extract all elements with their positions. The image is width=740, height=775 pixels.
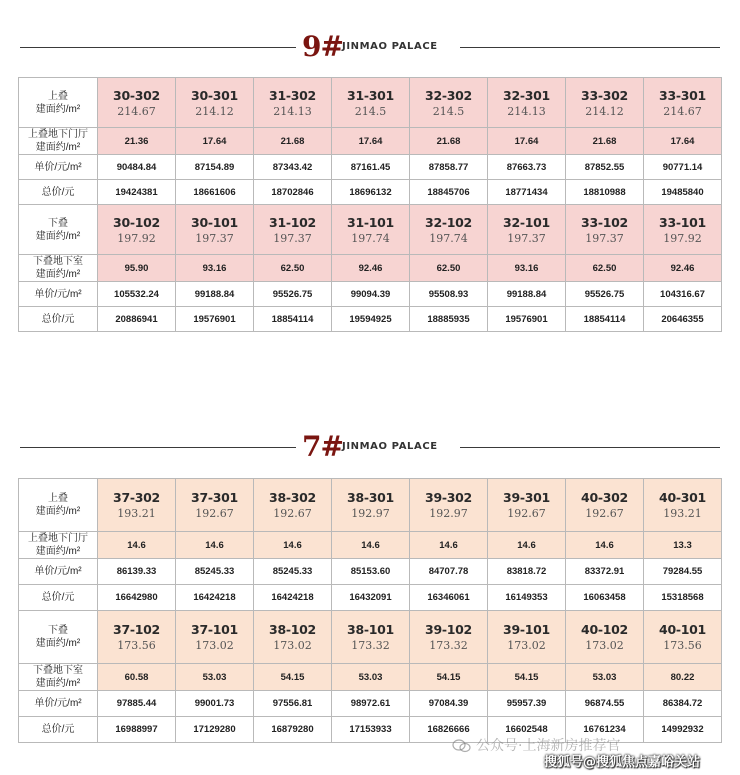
unit-area: 197.74 [429,231,468,245]
row-label-text: 单价/元/m² [34,161,82,173]
lower-total-row [19,307,722,332]
unit-cell [332,479,410,532]
unit-number: 31-302 [269,87,316,103]
total-price-cell: 18810988 [566,180,644,205]
upper-price-row [19,155,722,180]
unit-cell [410,479,488,532]
total-price-cell: 19594925 [332,307,410,332]
row-label-line2: 建面约/m² [35,678,81,689]
unit-cell [644,611,722,664]
unit-number: 39-101 [503,622,550,637]
unit-area: 193.21 [663,507,702,520]
upper-basement-row [19,532,722,559]
total-price-cell: 14992932 [644,717,722,743]
unit-price-cell: 87161.45 [332,155,410,180]
total-price-cell: 18696132 [332,180,410,205]
lower-basement-row [19,664,722,691]
unit-cell [254,611,332,664]
total-price-cell: 17129280 [176,717,254,743]
total-price-cell: 16761234 [566,717,644,743]
unit-number: 32-302 [425,87,472,103]
basement-area-cell: 14.6 [98,532,176,559]
lower-unit-row [19,205,722,255]
row-label [19,155,98,180]
basement-area-cell: 13.3 [644,532,722,559]
upper-basement-row [19,128,722,155]
row-label [19,479,98,532]
unit-price-cell: 105532.24 [98,282,176,307]
brand-label: JINMAO PALACE [342,441,438,452]
unit-cell [488,78,566,128]
unit-cell [410,611,488,664]
unit-number: 30-301 [191,87,238,103]
unit-cell [410,78,488,128]
basement-area-cell: 92.46 [644,255,722,282]
basement-area-cell: 53.03 [332,664,410,691]
unit-area: 192.67 [273,507,312,520]
unit-area: 192.67 [585,507,624,520]
total-price-cell: 16346061 [410,585,488,611]
total-price-cell: 16602548 [488,717,566,743]
unit-price-cell: 95957.39 [488,691,566,717]
row-label-line2: 建面约/m² [35,638,81,649]
total-price-cell: 19485840 [644,180,722,205]
unit-area: 173.56 [117,639,156,652]
total-price-cell: 19576901 [176,307,254,332]
unit-cell [176,479,254,532]
unit-price-cell: 97556.81 [254,691,332,717]
unit-number: 32-102 [425,214,472,230]
unit-area: 197.37 [507,231,546,245]
basement-area-cell: 17.64 [176,128,254,155]
row-label [19,282,98,307]
basement-area-cell: 53.03 [566,664,644,691]
unit-price-cell: 86384.72 [644,691,722,717]
unit-price-cell: 83818.72 [488,559,566,585]
basement-area-cell: 80.22 [644,664,722,691]
unit-area: 214.12 [585,104,624,118]
row-label [19,78,98,128]
building-number-9: 9# [302,30,343,63]
unit-number: 39-102 [425,622,472,637]
unit-number: 37-101 [191,622,238,637]
row-label [19,307,98,332]
total-price-cell: 16879280 [254,717,332,743]
unit-number: 38-302 [269,490,316,505]
price-table-building-7 [18,478,722,743]
row-label-text: 总价/元 [41,592,75,603]
sohu-watermark: 搜狐号@搜狐焦点嘉峪关站 [544,755,701,770]
unit-area: 173.02 [273,639,312,652]
basement-area-cell: 62.50 [410,255,488,282]
lower-price-row [19,282,722,307]
basement-area-cell: 17.64 [644,128,722,155]
unit-area: 192.67 [195,507,234,520]
row-label-line2: 建面约/m² [35,269,81,280]
total-price-cell: 18854114 [566,307,644,332]
row-label [19,180,98,205]
total-price-cell: 17153933 [332,717,410,743]
unit-number: 40-302 [581,490,628,505]
unit-price-cell: 104316.67 [644,282,722,307]
unit-number: 31-102 [269,214,316,230]
total-price-cell: 16988997 [98,717,176,743]
basement-area-cell: 14.6 [566,532,644,559]
basement-area-cell: 93.16 [176,255,254,282]
unit-price-cell: 95526.75 [566,282,644,307]
unit-area: 192.97 [429,507,468,520]
unit-cell [254,205,332,255]
total-price-cell: 19576901 [488,307,566,332]
unit-number: 37-102 [113,622,160,637]
total-price-cell: 16826666 [410,717,488,743]
unit-cell [98,479,176,532]
unit-area: 173.56 [663,639,702,652]
row-label-line1: 上叠地下门厅 [28,129,88,140]
unit-price-cell: 97885.44 [98,691,176,717]
unit-price-cell: 99188.84 [488,282,566,307]
unit-area: 173.32 [351,639,390,652]
unit-cell [332,611,410,664]
building-number-7: 7# [302,430,343,463]
row-label-line2: 建面约/m² [35,103,81,115]
unit-price-cell: 99001.73 [176,691,254,717]
row-label-line1: 下叠地下室 [33,665,83,676]
unit-area: 193.21 [117,507,156,520]
basement-area-cell: 93.16 [488,255,566,282]
row-label [19,128,98,155]
unit-price-cell: 79284.55 [644,559,722,585]
row-label [19,691,98,717]
row-label-line2: 建面约/m² [35,506,81,517]
unit-number: 37-302 [113,490,160,505]
unit-number: 33-101 [659,214,706,230]
unit-price-cell: 85153.60 [332,559,410,585]
unit-area: 173.02 [507,639,546,652]
price-table-building-9 [18,77,722,332]
header-rule-left [20,447,296,448]
basement-area-cell: 21.36 [98,128,176,155]
unit-area: 173.02 [585,639,624,652]
total-price-cell: 18702846 [254,180,332,205]
row-label-line1: 上叠地下门厅 [28,533,88,544]
row-label [19,205,98,255]
total-price-cell: 15318568 [644,585,722,611]
basement-area-cell: 54.15 [488,664,566,691]
unit-number: 39-302 [425,490,472,505]
basement-area-cell: 14.6 [254,532,332,559]
basement-area-cell: 21.68 [566,128,644,155]
unit-area: 197.37 [585,231,624,245]
unit-area: 173.32 [429,639,468,652]
unit-number: 32-101 [503,214,550,230]
basement-area-cell: 17.64 [488,128,566,155]
unit-cell [566,479,644,532]
unit-cell [176,205,254,255]
basement-area-cell: 14.6 [488,532,566,559]
unit-area: 214.13 [507,104,546,118]
unit-number: 30-101 [191,214,238,230]
unit-price-cell: 83372.91 [566,559,644,585]
unit-number: 39-301 [503,490,550,505]
unit-number: 33-301 [659,87,706,103]
unit-area: 214.12 [195,104,234,118]
total-price-cell: 18661606 [176,180,254,205]
total-price-cell: 16642980 [98,585,176,611]
basement-area-cell: 62.50 [566,255,644,282]
total-price-cell: 18845706 [410,180,488,205]
brand-label: JINMAO PALACE [342,41,438,52]
unit-price-cell: 97084.39 [410,691,488,717]
row-label-text: 单价/元/m² [34,288,82,300]
unit-area: 197.92 [117,231,156,245]
unit-price-cell: 87852.55 [566,155,644,180]
unit-area: 214.13 [273,104,312,118]
unit-price-cell: 86139.33 [98,559,176,585]
unit-number: 33-302 [581,87,628,103]
unit-cell [566,205,644,255]
unit-price-cell: 84707.78 [410,559,488,585]
row-label-line1: 上叠 [48,90,68,102]
unit-price-cell: 87154.89 [176,155,254,180]
upper-total-row [19,585,722,611]
unit-area: 214.67 [117,104,156,118]
unit-number: 37-301 [191,490,238,505]
row-label [19,559,98,585]
row-label [19,717,98,743]
unit-number: 30-302 [113,87,160,103]
unit-price-cell: 85245.33 [176,559,254,585]
unit-price-cell: 87663.73 [488,155,566,180]
lower-price-row [19,691,722,717]
unit-cell [644,205,722,255]
total-price-cell: 19424381 [98,180,176,205]
header-rule-right [460,447,720,448]
basement-area-cell: 60.58 [98,664,176,691]
unit-price-cell: 90771.14 [644,155,722,180]
unit-cell [98,611,176,664]
row-label [19,532,98,559]
unit-price-cell: 85245.33 [254,559,332,585]
total-price-cell: 20646355 [644,307,722,332]
basement-area-cell: 95.90 [98,255,176,282]
unit-cell [176,78,254,128]
unit-price-cell: 90484.84 [98,155,176,180]
basement-area-cell: 54.15 [410,664,488,691]
row-label [19,611,98,664]
section-header-7 [20,432,720,462]
unit-cell [410,205,488,255]
header-rule-left [20,47,296,48]
lower-unit-row [19,611,722,664]
unit-area: 192.97 [351,507,390,520]
upper-unit-row [19,479,722,532]
total-price-cell: 16063458 [566,585,644,611]
unit-cell [644,78,722,128]
total-price-cell: 16432091 [332,585,410,611]
row-label-line2: 建面约/m² [35,230,81,242]
unit-area: 197.37 [273,231,312,245]
row-label-line1: 上叠 [48,493,68,504]
unit-price-cell: 99094.39 [332,282,410,307]
row-label-line2: 建面约/m² [35,546,81,557]
unit-price-cell: 95526.75 [254,282,332,307]
total-price-cell: 18854114 [254,307,332,332]
basement-area-cell: 14.6 [410,532,488,559]
unit-number: 38-101 [347,622,394,637]
wechat-watermark-text: 公众号·上海新房推荐官 [476,738,621,754]
unit-number: 38-301 [347,490,394,505]
unit-cell [254,479,332,532]
basement-area-cell: 14.6 [176,532,254,559]
basement-area-cell: 21.68 [254,128,332,155]
unit-cell [566,78,644,128]
basement-area-cell: 17.64 [332,128,410,155]
unit-number: 40-102 [581,622,628,637]
basement-area-cell: 21.68 [410,128,488,155]
header-rule-right [460,47,720,48]
total-price-cell: 20886941 [98,307,176,332]
unit-cell [254,78,332,128]
row-label [19,255,98,282]
unit-area: 214.5 [432,104,465,118]
row-label-text: 总价/元 [41,313,75,325]
unit-number: 32-301 [503,87,550,103]
basement-area-cell: 14.6 [332,532,410,559]
basement-area-cell: 92.46 [332,255,410,282]
row-label-line1: 下叠 [48,217,68,229]
unit-area: 197.92 [663,231,702,245]
row-label [19,585,98,611]
unit-number: 31-101 [347,214,394,230]
unit-number: 40-301 [659,490,706,505]
unit-area: 197.37 [195,231,234,245]
unit-cell [488,611,566,664]
unit-area: 214.5 [354,104,387,118]
unit-area: 197.74 [351,231,390,245]
total-price-cell: 16424218 [176,585,254,611]
row-label-line1: 下叠 [48,625,68,636]
upper-price-row [19,559,722,585]
unit-number: 38-102 [269,622,316,637]
unit-cell [332,78,410,128]
unit-cell [332,205,410,255]
unit-area: 214.67 [663,104,702,118]
unit-cell [98,205,176,255]
row-label-line1: 下叠地下室 [33,256,83,267]
unit-number: 31-301 [347,87,394,103]
row-label-line2: 建面约/m² [35,142,81,153]
total-price-cell: 18885935 [410,307,488,332]
row-label-text: 单价/元/m² [34,698,82,709]
unit-cell [176,611,254,664]
basement-area-cell: 54.15 [254,664,332,691]
row-label-text: 总价/元 [41,186,75,198]
total-price-cell: 16424218 [254,585,332,611]
lower-basement-row [19,255,722,282]
unit-price-cell: 99188.84 [176,282,254,307]
unit-cell [644,479,722,532]
unit-area: 192.67 [507,507,546,520]
row-label [19,664,98,691]
basement-area-cell: 62.50 [254,255,332,282]
unit-cell [488,479,566,532]
row-label-text: 总价/元 [41,724,75,735]
unit-number: 40-101 [659,622,706,637]
basement-area-cell: 53.03 [176,664,254,691]
row-label-text: 单价/元/m² [34,566,82,577]
unit-number: 33-102 [581,214,628,230]
unit-number: 30-102 [113,214,160,230]
upper-total-row [19,180,722,205]
unit-price-cell: 95508.93 [410,282,488,307]
unit-price-cell: 87858.77 [410,155,488,180]
unit-price-cell: 98972.61 [332,691,410,717]
unit-price-cell: 96874.55 [566,691,644,717]
unit-area: 173.02 [195,639,234,652]
total-price-cell: 18771434 [488,180,566,205]
unit-cell [566,611,644,664]
unit-cell [98,78,176,128]
unit-price-cell: 87343.42 [254,155,332,180]
total-price-cell: 16149353 [488,585,566,611]
section-header-9 [20,32,720,62]
wechat-icon [452,739,472,753]
unit-cell [488,205,566,255]
upper-unit-row [19,78,722,128]
